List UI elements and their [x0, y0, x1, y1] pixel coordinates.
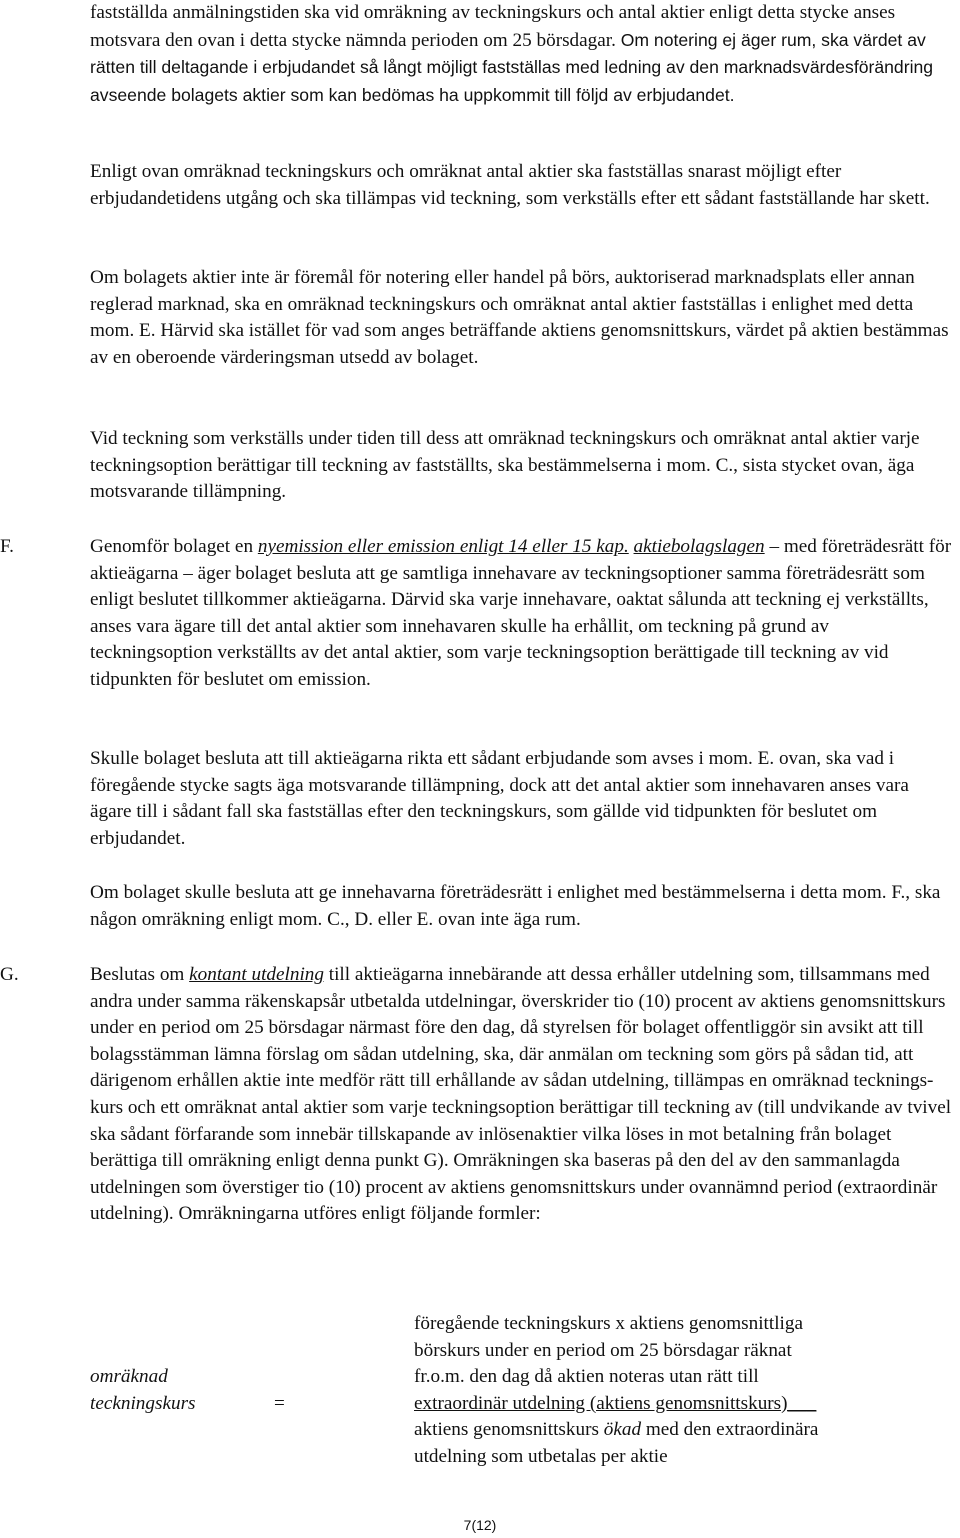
- formula-lhs: [90, 1364, 220, 1417]
- section-letter-g: G.: [0, 964, 19, 985]
- section-g-paragraph: [90, 962, 952, 1228]
- section-f-paragraph-3: [90, 880, 952, 933]
- text: med den extraordinära: [641, 1419, 819, 1441]
- section-letter-f: F.: [0, 536, 14, 557]
- link-aktiebolagslagen[interactable]: aktiebolagslagen: [633, 536, 765, 557]
- paragraph-text: Om bolaget skulle besluta att ge innehavarna företrädesrätt i enlighet med bestämmelserna i detta mom. F., ska någon omräkning enligt mom. C., D. eller E. ovan inte äga rum.: [90, 882, 941, 930]
- paragraph-text: Om bolagets aktier inte är föremål för notering eller handel på börs, auktoriserad marknadsplats eller annan reglerad marknad, ska en omräknad teckningskurs och omräknat antal aktier fastställas i enlighet med detta mom. E. Härvid ska istället för vad som anges beträffande aktiens genomsnittskurs, värdet på aktien bestämmas av en oberoende värderingsman utsedd av bolaget.: [90, 267, 949, 368]
- text: Genomför bolaget en: [90, 536, 258, 557]
- formula-equals: =: [274, 1393, 285, 1414]
- formula-numerator-line: börskurs under en period om 25 börsdagar räknat: [414, 1339, 792, 1361]
- paragraph-top: [90, 0, 952, 109]
- paragraph-enligt: [90, 159, 952, 212]
- formula-numerator-line: föregående teckningskurs x aktiens genomsnittliga: [414, 1313, 803, 1334]
- paragraph-text: Enligt ovan omräknad teckningskurs och omräknat antal aktier ska fastställas snarast möjligt efter erbjudandetidens utgång och ska tillämpas vid teckning, som verkställs efter ett sådant fastställande har skett.: [90, 161, 930, 209]
- link-kontant-utdelning[interactable]: kontant utdelning: [189, 964, 324, 985]
- formula-numerator-line: fr.o.m. den dag då aktien noteras utan rätt till: [414, 1366, 759, 1388]
- page-number: 7(12): [463, 1517, 497, 1533]
- text: aktiens genomsnittskurs: [414, 1419, 604, 1441]
- section-f-paragraph-1: [90, 534, 952, 694]
- text-times: fastställda anmälningstiden ska vid omräkning av teckningskurs och antal aktier enligt detta stycke anses motsvara den ovan i detta stycke nämnda perioden om 25 börsdagar.: [90, 2, 896, 51]
- formula-lhs-line: omräknad: [90, 1366, 168, 1387]
- section-f-paragraph-2: [90, 746, 952, 852]
- formula-denominator-line: utdelning som utbetalas per aktie: [414, 1445, 668, 1467]
- text: Beslutas om: [90, 964, 190, 985]
- paragraph-text: Vid teckning som verkställs under tiden till dess att omräknad teckningskurs och omräknat antal aktier varje teckningsoption berättigar till teckning av fastställts, ska bestämmelserna i mom. C., sista stycket ovan, äga motsvarande tillämpning.: [90, 428, 920, 503]
- text: till aktieägarna innebärande att dessa erhåller utdelning som, tillsammans med andra under samma räkenskapsår utbetalda utdelningar, överskrider tio (10) procent av aktiens genomsnittskurs under en period om 25 börsdagar närmast före den dag, då styrelsen för bolaget offentliggör sin avsikt att till bolagsstämman lämna förslag om sådan utdelning, ska, där anmälan om teckning som görs på sådan tid, att därigenom erhållen aktie inte medför rätt till erhållande av sådan utdelning, tillämpas en omräknad tecknings-kurs och ett omräknat antal aktier som varje teckningsoption berättigar till teckning av (till undvikande av tvivel ska sådant förfarande som innebär tillskapande av inlösenaktier vilka löses in mot betalning från bolaget berättiga till omräkning enligt denna punkt G). Omräkningen ska baseras på den del av den sammanlagda utdelningen som överstiger tio (10) procent av aktiens genomsnittskurs under ovannämnd period (extraordinär utdelning). Omräkningarna utföres enligt följande formler:: [90, 964, 952, 1225]
- text: – med företrädesrätt för aktieägarna – äger bolaget besluta att ge samtliga innehavare av teckningsoptioner samma företrädesrätt som enligt beslutet tillkommer aktieägarna. Därvid ska varje innehavare, oaktat sålunda att teckning ej verkställts, anses vara ägare till det antal aktier som innehavaren skulle ha erhållit, om teckning på grund av teckningsoption verkställts av det antal aktier, som varje teckningsoption berättigade till teckning av vid tidpunkten för beslutet om emission.: [90, 536, 952, 690]
- text-emphasis: ökad: [603, 1419, 642, 1441]
- paragraph-vid-teckning: [90, 426, 952, 506]
- paragraph-om-bolagets: [90, 265, 952, 371]
- formula-numerator-line: extraordinär utdelning (aktiens genomsnittskurs)___: [414, 1392, 817, 1414]
- link-nyemission[interactable]: nyemission eller emission enligt 14 eller 15 kap.: [257, 536, 629, 557]
- formula-denominator-line: [414, 1417, 954, 1444]
- paragraph-text: Skulle bolaget besluta att till aktieägarna rikta ett sådant erbjudande som avses i mom. E. ovan, ska vad i föregående stycke sagts äga motsvarande tillämpning, dock att det antal aktier som innehavaren anses vara ägare till i sådant fall ska fastställas efter den teckningskurs, som gällde vid tidpunkten för beslutet om erbjudandet.: [90, 748, 909, 849]
- text-arial: Om notering ej äger rum, ska värdet av rätten till deltagande i erbjudandet så långt möjligt fastställas med ledning av den marknadsvärdesförändring avseende bolagets aktier som kan bedömas ha uppkommit till följd av erbjudandet.: [90, 29, 934, 105]
- formula-lhs-line: teckningskurs: [90, 1392, 196, 1414]
- formula-rhs: [414, 1311, 954, 1471]
